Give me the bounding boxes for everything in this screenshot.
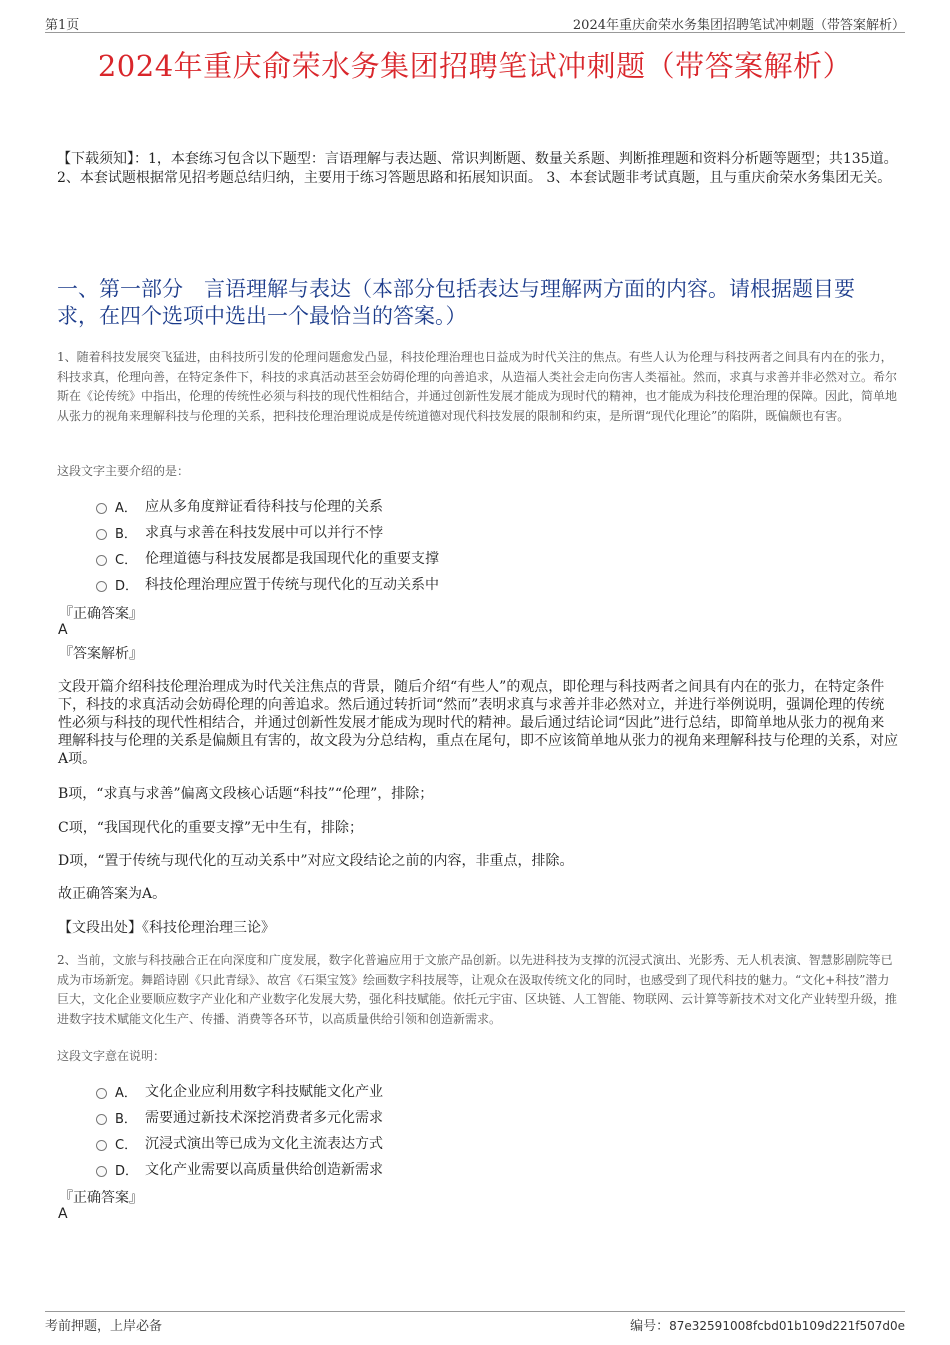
radio-icon[interactable] <box>96 581 107 592</box>
question-1-option-d[interactable]: D． 科技伦理治理应置于传统与现代化的互动关系中 <box>96 571 439 597</box>
radio-icon[interactable] <box>96 503 107 514</box>
page-number: 第1页 <box>45 18 80 33</box>
analysis-conclusion: 故正确答案为A。 <box>58 886 167 902</box>
radio-icon[interactable] <box>96 555 107 566</box>
radio-icon[interactable] <box>96 1140 107 1151</box>
analysis-option-b: B项，“求真与求善”偏离文段核心话题“科技”“伦理”，排除； <box>58 786 434 802</box>
question-2-option-c[interactable]: C． 沉浸式演出等已成为文化主流表达方式 <box>96 1130 383 1156</box>
question-2-options <box>96 1078 383 1182</box>
question-1-options <box>96 493 439 597</box>
page-footer <box>45 1311 905 1335</box>
answer-label: 『正确答案』 <box>59 606 143 622</box>
question-2-option-d[interactable]: D． 文化产业需要以高质量供给创造新需求 <box>96 1156 383 1182</box>
radio-icon[interactable] <box>96 1088 107 1099</box>
question-2-option-b[interactable]: B． 需要通过新技术深挖消费者多元化需求 <box>96 1104 383 1130</box>
radio-icon[interactable] <box>96 1114 107 1125</box>
radio-icon[interactable] <box>96 529 107 540</box>
text-source: 【文段出处】《科技伦理治理三论》 <box>58 920 275 936</box>
footer-slogan: 考前押题，上岸必备 <box>45 1319 163 1334</box>
footer-code <box>630 1315 905 1334</box>
question-2-text: 2、当前，文旅与科技融合正在向深度和广度发展，数字化普遍应用于文旅产品创新。以先进科技为支撑的沉浸式演出、光影秀、无人机表演、智慧影剧院等已成为市场新宠。舞蹈诗剧《只此青绿》、故宫《石渠宝笈》绘画数字科技展等，让观众在汲取传统文化的同时，也感受到了现代科技的魅力。“文化+科技”潜力巨大，文化企业要顺应数字产业化和产业数字化发展大势，强化科技赋能。依托元宇宙、区块链、人工智能、物联网、云计算等新技术对文化产业转型升级，推进数字技术赋能文化生产、传播、消费等各环节，以高质量供给引领和创造新需求。 <box>57 953 898 1026</box>
analysis-text: 文段开篇介绍科技伦理治理成为时代关注焦点的背景，随后介绍“有些人”的观点，即伦理与科技两者之间具有内在的张力，在特定条件下，科技的求真活动会妨碍伦理的向善追求。然后通过转折词“然而”表明求真与求善并非必然对立，并进行举例说明，强调伦理的传统性必须与科技的现代性相结合，并通过创新性发展才能成为现时代的精神。最后通过结论词“因此”进行总结，即简单地从张力的视角来理解科技与伦理的关系是偏颇且有害的，故文段为分总结构，重点在尾句，即不应该简单地从张力的视角来理解科技与伦理的关系，对应A项。 <box>58 679 898 767</box>
question-1-option-a[interactable]: A． 应从多角度辩证看待科技与伦理的关系 <box>96 493 439 519</box>
analysis-label: 『答案解析』 <box>59 646 143 662</box>
question-1-text: 1、随着科技发展突飞猛进，由科技所引发的伦理问题愈发凸显，科技伦理治理也日益成为时代关注的焦点。有些人认为伦理与科技两者之间具有内在的张力，科技求真，伦理向善，在特定条件下，科技的求真活动甚至会妨碍伦理的向善追求，从造福人类社会走向伤害人类福祉。然而，求真与求善并非必然对立。希尔斯在《论传统》中指出，伦理的传统性必须与科技的现代性相结合，并通过创新性发展才能成为现时代的精神，也才能成为科技伦理治理的保障。因此，简单地从张力的视角来理解科技与伦理的关系，把科技伦理治理说成是传统道德对现代科技发展的限制和约束，是所谓“现代化理论”的陷阱，既偏颇也有害。 <box>57 350 898 423</box>
radio-icon[interactable] <box>96 1166 107 1177</box>
analysis-option-c: C项，“我国现代化的重要支撑”无中生有，排除； <box>58 820 364 836</box>
footer-code-label: 编号： <box>630 1319 670 1334</box>
question-2-option-a[interactable]: A． 文化企业应利用数字科技赋能文化产业 <box>96 1078 383 1104</box>
answer-value: A <box>58 622 68 638</box>
document-title: 2024年重庆俞荣水务集团招聘笔试冲刺题（带答案解析） <box>97 49 853 83</box>
page-header <box>45 14 905 33</box>
answer-value-2: A <box>58 1206 68 1222</box>
section-title: 一、第一部分 言语理解与表达（本部分包括表达与理解两方面的内容。请根据题目要求，在四个选项中选出一个最恰当的答案。） <box>57 277 855 328</box>
question-1-option-c[interactable]: C． 伦理道德与科技发展都是我国现代化的重要支撑 <box>96 545 439 571</box>
analysis-option-d: D项，“置于传统与现代化的互动关系中”对应文段结论之前的内容，非重点，排除。 <box>58 853 574 869</box>
footer-code-value: 87e32591008fcbd01b109d221f507d0e <box>669 1319 905 1333</box>
question-2-prompt: 这段文字意在说明： <box>57 1049 166 1063</box>
question-1-prompt: 这段文字主要介绍的是： <box>57 464 190 478</box>
question-1-option-b[interactable]: B． 求真与求善在科技发展中可以并行不悖 <box>96 519 439 545</box>
answer-label-2: 『正确答案』 <box>59 1190 143 1206</box>
header-doc-title: 2024年重庆俞荣水务集团招聘笔试冲刺题（带答案解析） <box>572 18 905 33</box>
download-notice: 【下载须知】：1，本套练习包含以下题型：言语理解与表达题、常识判断题、数量关系题、判断推理题和资料分析题等题型；共135道。 2、本套试题根据常见招考题总结归纳，主要用于练习答题思路和拓展知识面。 3、本套试题非考试真题，且与重庆俞荣水务集团无关。 <box>57 151 898 186</box>
